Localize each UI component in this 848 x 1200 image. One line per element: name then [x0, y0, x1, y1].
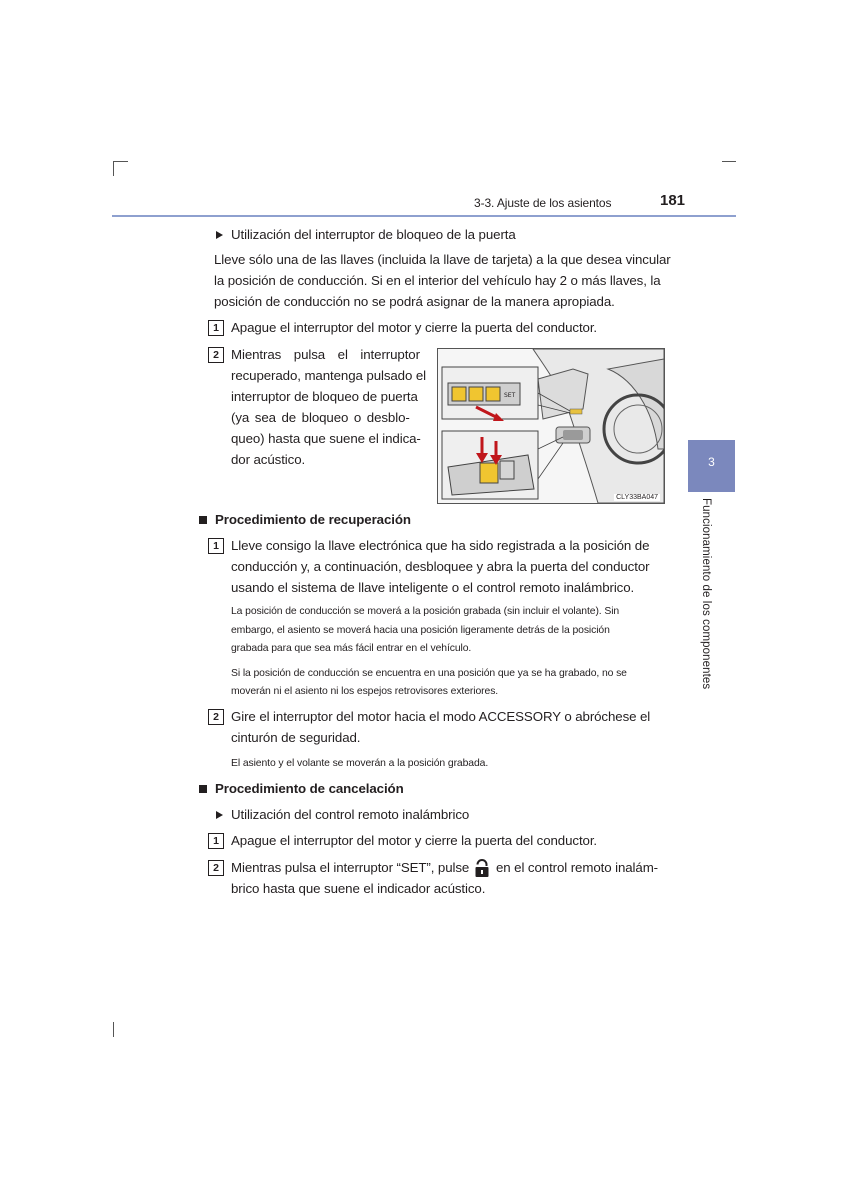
set-switch-label: SET	[504, 392, 516, 399]
note-line: moverán ni el asiento ni los espejos retrovisores exteriores.	[231, 686, 499, 697]
note-line: El asiento y el volante se moverán a la posición grabada.	[231, 758, 489, 769]
crop-mark	[113, 161, 114, 176]
step-text-line: usando el sistema de llave inteligente o el control remoto inalámbrico.	[231, 580, 635, 595]
step-text: Apague el interruptor del motor y cierre la puerta del conductor.	[231, 320, 598, 335]
chapter-title-vertical: Funcionamiento de los componentes	[700, 498, 712, 690]
step-number-badge: 1	[208, 538, 224, 554]
step-text-line: Mientras pulsa el interruptor	[231, 347, 420, 362]
page-number: 181	[660, 192, 686, 209]
step-text-line: brico hasta que suene el indicador acústico.	[231, 881, 486, 896]
step-number-badge: 2	[208, 860, 224, 876]
step-text-line: (ya sea de bloqueo o desblo-	[231, 410, 410, 425]
crop-mark	[113, 1022, 114, 1037]
section-square-bullet-icon	[199, 785, 207, 793]
step-number-badge: 1	[208, 320, 224, 336]
step-text-line: Gire el interruptor del motor hacia el modo ACCESSORY o abróchese el	[231, 709, 651, 724]
note-line: grabada para que sea más fácil entrar en el vehículo.	[231, 643, 472, 654]
step-text-line: en el control remoto inalám-	[496, 860, 659, 875]
note-line: Si la posición de conducción se encuentra en una posición que ya se ha grabado, no se	[231, 668, 627, 679]
step-number-badge: 1	[208, 833, 224, 849]
cancel-heading: Procedimiento de cancelación	[215, 781, 404, 796]
crop-mark	[722, 161, 736, 162]
step-text-line: Lleve consigo la llave electrónica que ha sido registrada a la posición de	[231, 538, 650, 553]
paragraph-line: Lleve sólo una de las llaves (incluida la llave de tarjeta) a la que desea vincular	[214, 252, 671, 267]
section-square-bullet-icon	[199, 516, 207, 524]
unlock-icon	[474, 858, 490, 878]
recovery-heading: Procedimiento de recuperación	[215, 512, 411, 527]
subsection-title: Utilización del interruptor de bloqueo de la puerta	[231, 227, 516, 242]
step-text-line: queo) hasta que suene el indica-	[231, 431, 421, 446]
door-switch-illustration	[437, 348, 665, 504]
triangle-bullet-icon	[216, 811, 223, 819]
crop-mark	[113, 161, 128, 162]
step-text-line: interruptor de bloqueo de puerta	[231, 389, 418, 404]
chapter-number: 3	[708, 455, 715, 469]
step-number-badge: 2	[208, 709, 224, 725]
step-text-line: recuperado, mantenga pulsado el	[231, 368, 427, 383]
note-line: La posición de conducción se moverá a la posición grabada (sin incluir el volante). Sin	[231, 606, 620, 617]
chapter-tab	[688, 440, 735, 492]
step-text-line: conducción y, a continuación, desbloquee y abra la puerta del conductor	[231, 559, 650, 574]
paragraph-line: posición de conducción no se podrá asignar de la manera apropiada.	[214, 294, 615, 309]
header-rule	[112, 215, 736, 217]
figure-code: CLY33BA047	[616, 494, 658, 501]
step-text-line: dor acústico.	[231, 452, 306, 467]
step-text: Apague el interruptor del motor y cierre la puerta del conductor.	[231, 833, 598, 848]
note-line: embargo, el asiento se moverá hacia una posición ligeramente detrás de la posición	[231, 625, 610, 636]
subsection-title: Utilización del control remoto inalámbrico	[231, 807, 470, 822]
triangle-bullet-icon	[216, 231, 223, 239]
running-header-section: 3-3. Ajuste de los asientos	[474, 196, 612, 210]
step-text-line: cinturón de seguridad.	[231, 730, 361, 745]
step-number-badge: 2	[208, 347, 224, 363]
paragraph-line: la posición de conducción. Si en el interior del vehículo hay 2 o más llaves, la	[214, 273, 661, 288]
step-text-line: Mientras pulsa el interruptor “SET”, pulse	[231, 860, 470, 875]
door-panel-drawing	[438, 349, 664, 503]
